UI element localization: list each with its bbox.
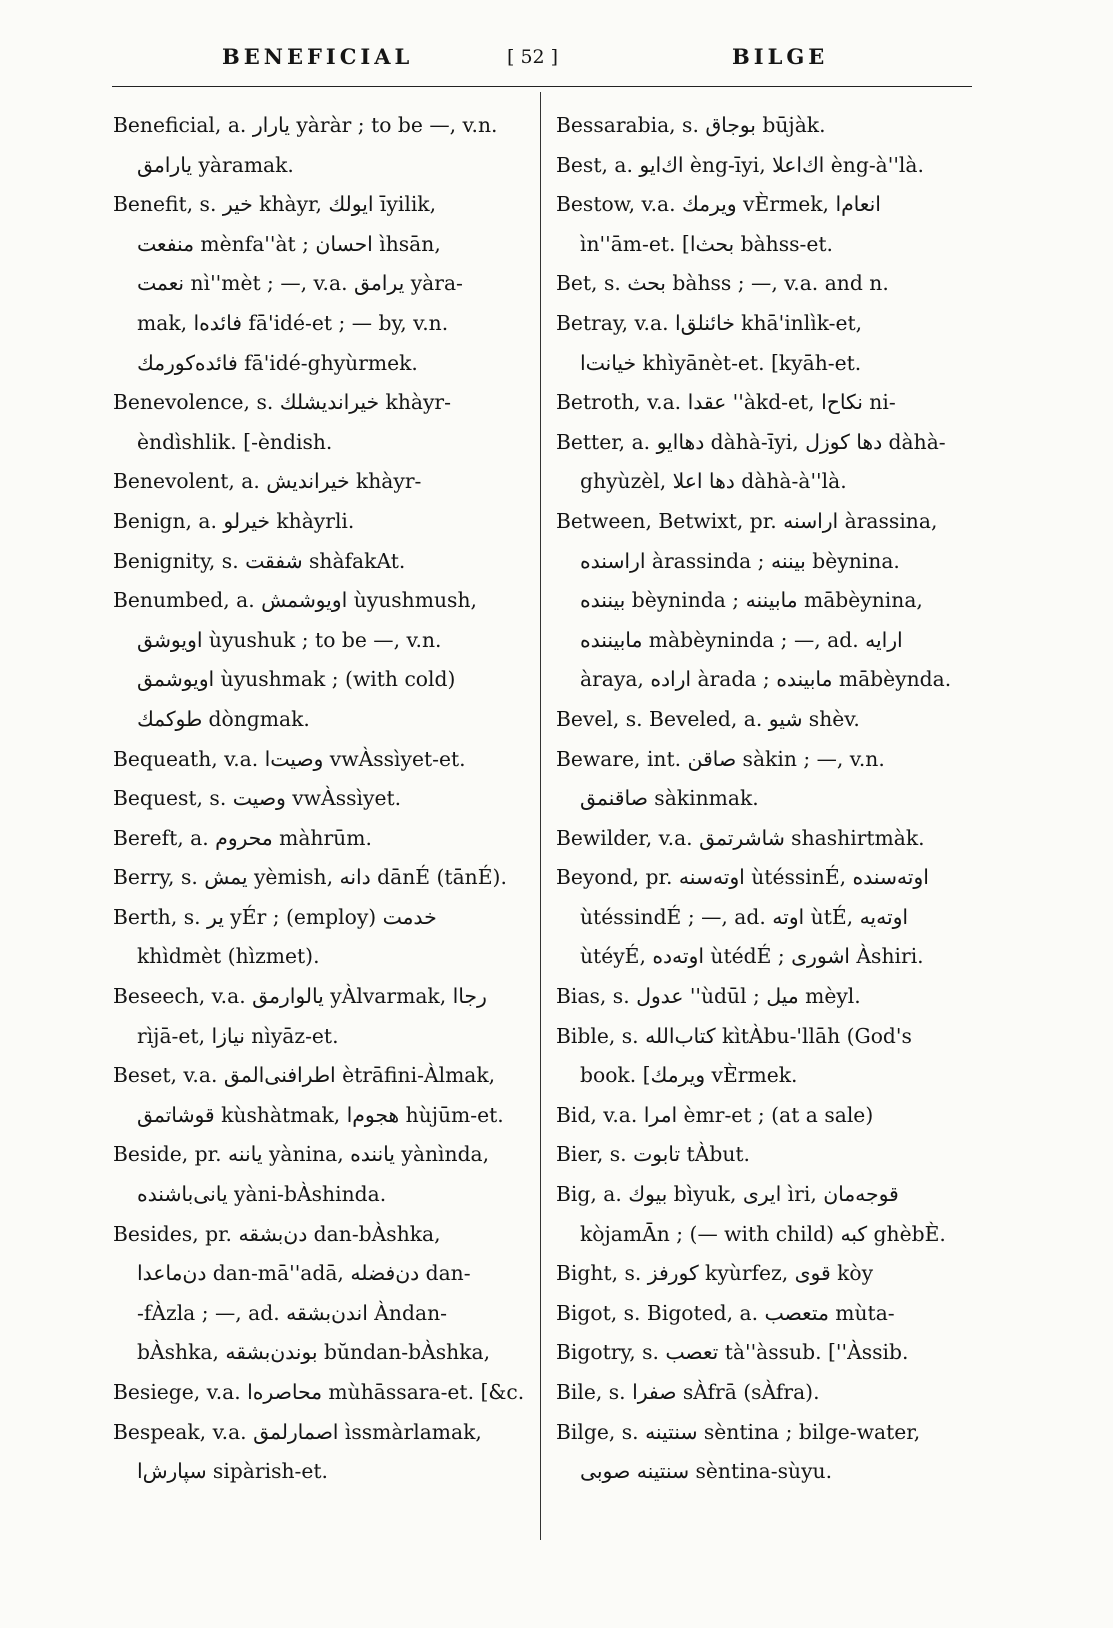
entry-line: ìn''ām-et. [بحث‌ا bàhss-et. <box>580 231 833 256</box>
entry-line: Bilge, s. سنتینه sèntina ; bilge-water, <box>556 1419 921 1444</box>
entry-line: اویوشق ùyushuk ; to be —, v.n. <box>137 627 442 652</box>
entry-line: Beware, int. صاقن sàkin ; —, v.n. <box>556 746 885 771</box>
entry-line: خیانت‌ا khìyānèt-et. [kyāh-et. <box>580 350 862 375</box>
entry-line: منفعت mènfa''àt ; احسان ìhsān, <box>137 231 441 256</box>
entry-line: سنتینه صوبی sèntina-sùyu. <box>580 1459 833 1484</box>
column-divider <box>540 92 541 1540</box>
entry-line: Berry, s. یمش yèmish, دانه dānÉ (tānÉ). <box>113 865 507 890</box>
entry-line: Benevolence, s. خیراندیشلك khàyr- <box>113 390 451 415</box>
right-column <box>556 106 970 1492</box>
entry-line: Bier, s. تابوت tÀbut. <box>556 1142 750 1167</box>
running-header <box>112 44 972 80</box>
entry-line: mak, فائده‌ا fā'idé-et ; — by, v.n. <box>137 310 449 335</box>
entry-line: قوشاتمق kùshàtmak, هجوم‌ا hùjūm-et. <box>137 1102 504 1127</box>
entry-line: Bile, s. صفرا sÀfrā (sÀfra). <box>556 1380 820 1404</box>
entry-line: book. [ویرمك vÈrmek. <box>580 1063 798 1088</box>
entry-line: bÀshka, بوندن‌بشقه bŭndan-bÀshka, <box>137 1340 491 1365</box>
entry-line: Berth, s. یر yÉr ; (employ) خدمت <box>113 904 437 929</box>
entry-line: نعمت nì''mèt ; —, v.a. یرامق yàra- <box>137 271 463 296</box>
entry-line: یارامق yàramak. <box>137 152 294 177</box>
entry-line: اراسنده àrassinda ; بیننه bèynina. <box>580 548 900 573</box>
entry-line: kòjamĀn ; (— with child) كبه ghèbÈ. <box>580 1221 946 1246</box>
entry-line: Besiege, v.a. محاصره‌ا mùhāssara-et. [&c. <box>113 1380 525 1404</box>
entry-line: Bequest, s. وصیت vwÀssìyet. <box>113 786 402 811</box>
entry-line: Bessarabia, s. بوجاق būjàk. <box>556 113 826 137</box>
entry-line: Bid, v.a. امرا èmr-et ; (at a sale) <box>556 1102 874 1127</box>
entry-line: Benefit, s. خیر khàyr, ایولك īyilik, <box>113 192 437 217</box>
entry-line: -fÀzla ; —, ad. اندن‌بشقه Àndan- <box>137 1300 447 1325</box>
entry-line: مابیننده màbèyninda ; —, ad. ارایه <box>580 627 903 652</box>
header-first-word: BENEFICIAL <box>222 44 414 69</box>
header-last-word: BILGE <box>732 44 829 69</box>
entry-line: Betray, v.a. خائنلق‌ا khā'inlìk-et, <box>556 310 863 335</box>
entry-line: Best, a. اك‌ایو èng-īyi, اك‌اعلا èng-à''là. <box>556 152 924 177</box>
entry-line: rìjā-et, نیازا nìyāz-et. <box>137 1023 339 1048</box>
entry-line: Bible, s. كتاب‌الله kìtÀbu-'llāh (God's <box>556 1023 912 1048</box>
entry-line: àraya, اراده àrada ; مابینده mābèynda. <box>580 667 952 692</box>
entry-line: بیننده bèyninda ; مابیننه mābèynina, <box>580 588 923 613</box>
page-number: [ 52 ] <box>507 46 559 68</box>
entry-line: Besides, pr. دن‌بشقه dan-bÀshka, <box>113 1221 441 1246</box>
entry-line: khìdmèt (hìzmet). <box>137 944 320 969</box>
entry-line: فائده‌كورمك fā'idé-ghyùrmek. <box>137 350 418 375</box>
entry-line: Beyond, pr. اوته‌سنه ùtéssinÉ, اوته‌سنده <box>556 865 929 890</box>
entry-line: Benevolent, a. خیراندیش khàyr- <box>113 469 422 494</box>
entry-line: Bequeath, v.a. وصیت‌ا vwÀssìyet-et. <box>113 746 466 771</box>
entry-line: Beset, v.a. اطرافنی‌المق ètrāfini-Àlmak, <box>113 1063 496 1088</box>
entry-line: Benignity, s. شفقت shàfakAt. <box>113 548 406 573</box>
entry-line: Beneficial, a. یارار yàràr ; to be —, v.n. <box>113 113 498 137</box>
entry-line: Bespeak, v.a. اصمارلمق ìssmàrlamak, <box>113 1419 482 1444</box>
entry-line: Bet, s. بحث bàhss ; —, v.a. and n. <box>556 271 889 296</box>
entry-line: Bigotry, s. تعصب tà''àssub. [''Àssib. <box>556 1340 909 1365</box>
entry-line: Benign, a. خیرلو khàyrli. <box>113 508 355 533</box>
entry-line: Bigot, s. Bigoted, a. متعصب mùta- <box>556 1300 895 1325</box>
entry-line: صاقنمق sàkinmak. <box>580 786 759 811</box>
entry-line: ghyùzèl, دها اعلا dàhà-à''là. <box>580 469 847 494</box>
entry-line: Between, Betwixt, pr. اراسنه àrassina, <box>556 508 938 533</box>
entry-line: Bewilder, v.a. شاشرتمق shashirtmàk. <box>556 825 925 850</box>
entry-line: Beside, pr. یاننه yànina, یانندە yànìnda, <box>113 1142 490 1167</box>
entry-line: Bias, s. عدول ''ùdūl ; میل mèyl. <box>556 984 861 1009</box>
entry-line: طوكمك dònɡmak. <box>137 706 310 731</box>
entry-line: Benumbed, a. اویوشمش ùyushmush, <box>113 588 477 613</box>
entry-line: Big, a. بیوك bìyuk, ایری ìri, قوجه‌مان <box>556 1182 899 1207</box>
entry-line: Betroth, v.a. عقد‌ا ''àkd-et, نكاح‌ا ni- <box>556 390 896 415</box>
entry-line: Bevel, s. Beveled, a. شیو shèv. <box>556 706 860 731</box>
entry-line: یانی‌باشنده yàni-bÀshinda. <box>137 1182 387 1207</box>
entry-line: Bight, s. كورفز kyùrfez, قوی kòy <box>556 1261 874 1286</box>
header-rule <box>112 86 972 87</box>
entry-line: ùtéyÉ, اوته‌ده ùtédÉ ; اشوری Àshiri. <box>580 944 924 969</box>
entry-line: سپارش‌ا sipàrish-et. <box>137 1459 329 1484</box>
left-column <box>113 106 527 1492</box>
entry-line: Better, a. دهاایو dàhà-īyi, دها كوزل dàhà- <box>556 429 946 454</box>
entry-line: èndìshlik. [-èndish. <box>137 429 333 454</box>
entry-line: Bestow, v.a. ویرمك vÈrmek, انعام‌ا <box>556 192 881 217</box>
entry-line: ùtéssindÉ ; —, ad. اوته ùtÉ, اوته‌یه <box>580 904 909 929</box>
entry-line: اویوشمق ùyushmak ; (with cold) <box>137 667 456 692</box>
entry-line: Beseech, v.a. یالوارمق yÀlvarmak, رجاا <box>113 984 487 1009</box>
entry-line: دن‌ماعدا dan-mā''adā, دن‌فضله dan- <box>137 1261 471 1286</box>
entry-line: Bereft, a. محروم màhrūm. <box>113 825 372 850</box>
